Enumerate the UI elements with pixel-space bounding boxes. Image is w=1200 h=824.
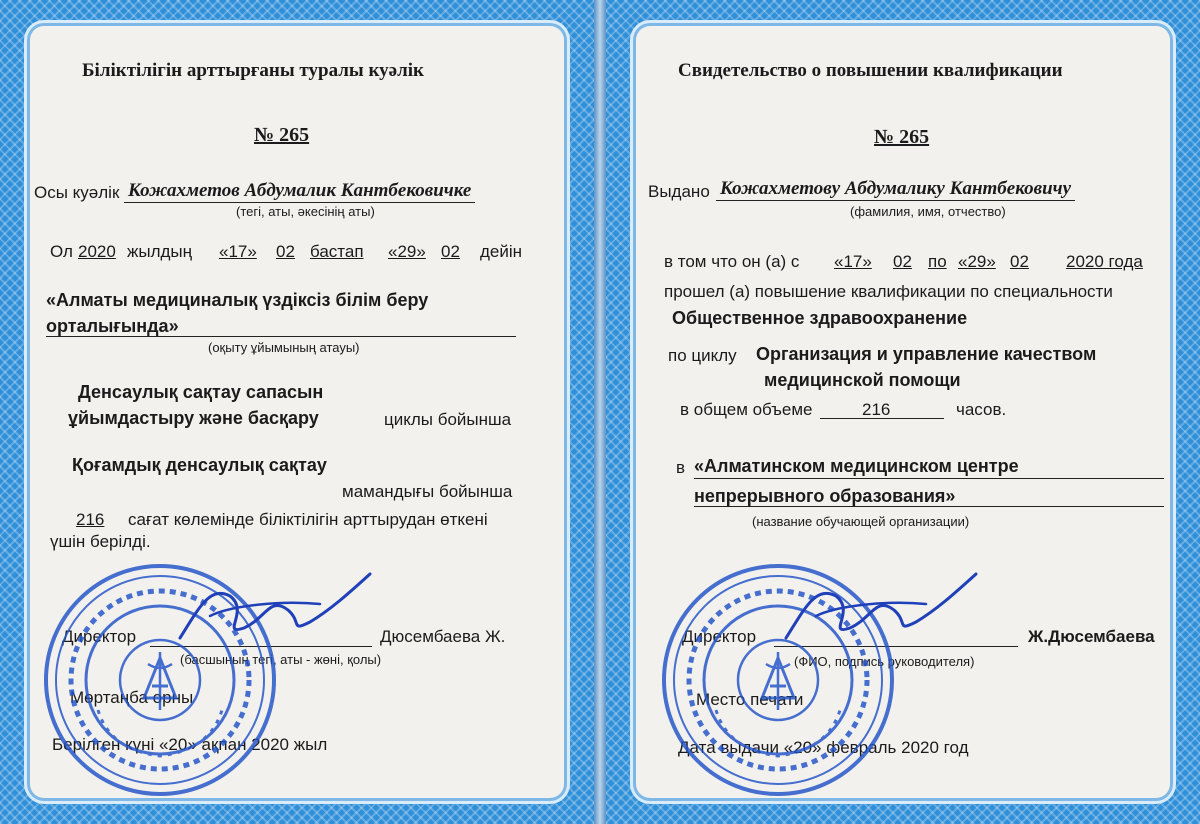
volume-prefix: в общем объеме: [680, 400, 813, 419]
page-title: Біліктілігін арттырғаны туралы куәлік: [82, 60, 424, 81]
hours-value: 216: [862, 400, 891, 419]
cycle-suffix: циклы бойынша: [384, 410, 512, 429]
director-caption: (ФИО, подпись руководителя): [794, 654, 975, 669]
period-year: 2020: [78, 242, 116, 261]
director-label: Директор: [62, 627, 137, 646]
issued-label: Осы куәлік: [34, 183, 120, 202]
organization-line2: орталығында»: [46, 316, 179, 336]
period-to-word: дейін: [480, 242, 523, 261]
director-signature: [170, 566, 380, 656]
specialty: Общественное здравоохранение: [672, 308, 968, 328]
organization-underline: [46, 336, 516, 337]
director-name: Дюсембаева Ж.: [380, 627, 506, 646]
person-name: Кожахметов Абдумалик Кантбековичке: [124, 180, 475, 203]
period-to-month: 02: [1010, 252, 1029, 271]
period-from-day: «17»: [219, 242, 257, 261]
period-prefix: Ол: [50, 242, 73, 261]
organization-caption: (название обучающей организации): [752, 514, 970, 529]
volume-suffix: часов.: [956, 400, 1007, 419]
director-name: Ж.Дюсембаева: [1028, 627, 1155, 646]
issue-date: Дата выдачи «20» февраль 2020 год: [678, 738, 969, 757]
certificate-page-kazakh: [0, 0, 594, 824]
hours-text-2: үшін берілді.: [50, 532, 151, 551]
period-text: в том что он (а) с: [664, 252, 800, 271]
period-from-month: 02: [893, 252, 912, 271]
cycle-prefix: по циклу: [668, 346, 737, 365]
certificate-page-russian: [606, 0, 1200, 824]
organization-underline-2: [694, 506, 1164, 507]
hours-text: сағат көлемінде біліктілігін арттырудан өткені: [128, 510, 488, 529]
organization-prefix: в: [676, 458, 686, 477]
organization-line1: «Алматы медициналық үздіксіз білім беру: [46, 290, 429, 310]
cycle-line2: медицинской помощи: [764, 370, 961, 390]
specialty: Қоғамдық денсаулық сақтау: [72, 455, 327, 475]
specialty-suffix: мамандығы бойынша: [342, 482, 513, 501]
period-from-day: «17»: [834, 252, 872, 271]
certificate-number: № 265: [254, 124, 310, 146]
organization-line2: непрерывного образования»: [694, 486, 956, 506]
director-label: Директор: [682, 627, 757, 646]
period-year-word: жылдың: [127, 242, 193, 261]
person-name: Кожахметову Абдумалику Кантбековичу: [716, 178, 1075, 201]
cycle-line1: Денсаулық сақтау сапасын: [78, 382, 324, 402]
person-caption: (фамилия, имя, отчество): [850, 204, 1006, 219]
cycle-line1: Организация и управление качеством: [756, 344, 1097, 364]
organization-underline-1: [694, 478, 1164, 479]
period-from-month: 02: [276, 242, 295, 261]
seal-place: Место печати: [696, 690, 804, 709]
cycle-line2: ұйымдастыру және басқару: [68, 408, 319, 428]
seal-place: Мөртаңба орны: [70, 688, 194, 707]
period-to-day: «29»: [388, 242, 426, 261]
booklet-spine: [594, 0, 606, 824]
director-signature: [776, 566, 986, 656]
certificate-number: № 265: [874, 126, 930, 148]
period-to-day: «29»: [958, 252, 996, 271]
page-title: Свидетельство о повышении квалификации: [678, 60, 1063, 81]
period-from-word: бастап: [310, 242, 364, 261]
period-to-month: 02: [441, 242, 460, 261]
person-caption: (тегі, аты, әкесінің аты): [236, 204, 375, 219]
organization-line1: «Алматинском медицинском центре: [694, 456, 1019, 476]
director-caption: (басшының тегі, аты - жөні, қолы): [180, 652, 382, 667]
organization-caption: (оқыту ұйымының атауы): [208, 340, 360, 355]
period-to-word: по: [928, 252, 947, 271]
hours-value: 216: [76, 510, 105, 529]
issue-date: Берілген күні «20» ақпан 2020 жыл: [52, 735, 328, 754]
course-text: прошел (а) повышение квалификации по специальности: [664, 282, 1113, 301]
issued-label: Выдано: [648, 182, 710, 201]
period-year: 2020 года: [1066, 252, 1143, 271]
